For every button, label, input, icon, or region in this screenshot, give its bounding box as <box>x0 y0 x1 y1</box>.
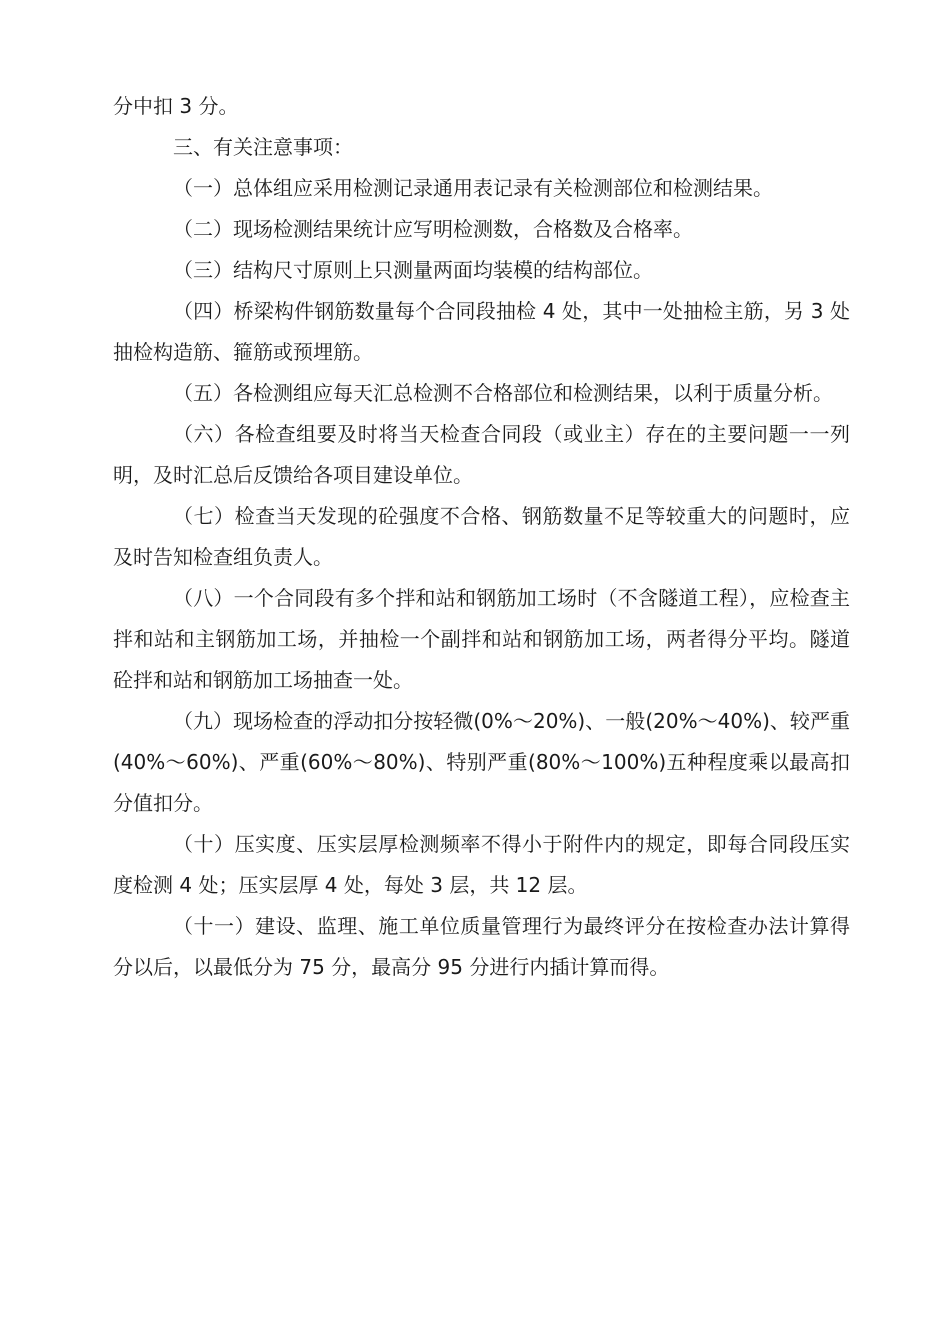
paragraph-item-10: （十）压实度、压实层厚检测频率不得小于附件内的规定，即每合同段压实度检测 4 处；压实层厚 4 处，每处 3 层，共 12 层。 <box>113 832 850 897</box>
paragraph-continuation: 分中扣 3 分。 <box>113 94 239 118</box>
document-body <box>113 86 850 988</box>
paragraph-item-11: （十一）建设、监理、施工单位质量管理行为最终评分在按检查办法计算得分以后，以最低分为 75 分，最高分 95 分进行内插计算而得。 <box>113 914 850 979</box>
paragraph-item-4: （四）桥梁构件钢筋数量每个合同段抽检 4 处，其中一处抽检主筋，另 3 处抽检构造筋、箍筋或预埋筋。 <box>113 299 850 364</box>
section-heading: 三、有关注意事项： <box>173 135 353 159</box>
paragraph-item-6: （六）各检查组要及时将当天检查合同段（或业主）存在的主要问题一一列明，及时汇总后反馈给各项目建设单位。 <box>113 422 850 487</box>
paragraph-item-7: （七）检查当天发现的砼强度不合格、钢筋数量不足等较重大的问题时，应及时告知检查组负责人。 <box>113 504 850 569</box>
paragraph-item-9: （九）现场检查的浮动扣分按轻微(0%～20%)、一般(20%～40%)、较严重(40%～60%)、严重(60%～80%)、特别严重(80%～100%)五种程度乘以最高扣分值扣分。 <box>113 709 850 815</box>
paragraph-item-3: （三）结构尺寸原则上只测量两面均装模的结构部位。 <box>173 258 653 282</box>
paragraph-item-2: （二）现场检测结果统计应写明检测数，合格数及合格率。 <box>173 217 693 241</box>
paragraph-item-5: （五）各检测组应每天汇总检测不合格部位和检测结果，以利于质量分析。 <box>173 381 833 405</box>
paragraph-item-8: （八）一个合同段有多个拌和站和钢筋加工场时（不含隧道工程），应检查主拌和站和主钢筋加工场，并抽检一个副拌和站和钢筋加工场，两者得分平均。隧道砼拌和站和钢筋加工场抽查一处。 <box>113 586 850 692</box>
paragraph-item-1: （一）总体组应采用检测记录通用表记录有关检测部位和检测结果。 <box>173 176 773 200</box>
